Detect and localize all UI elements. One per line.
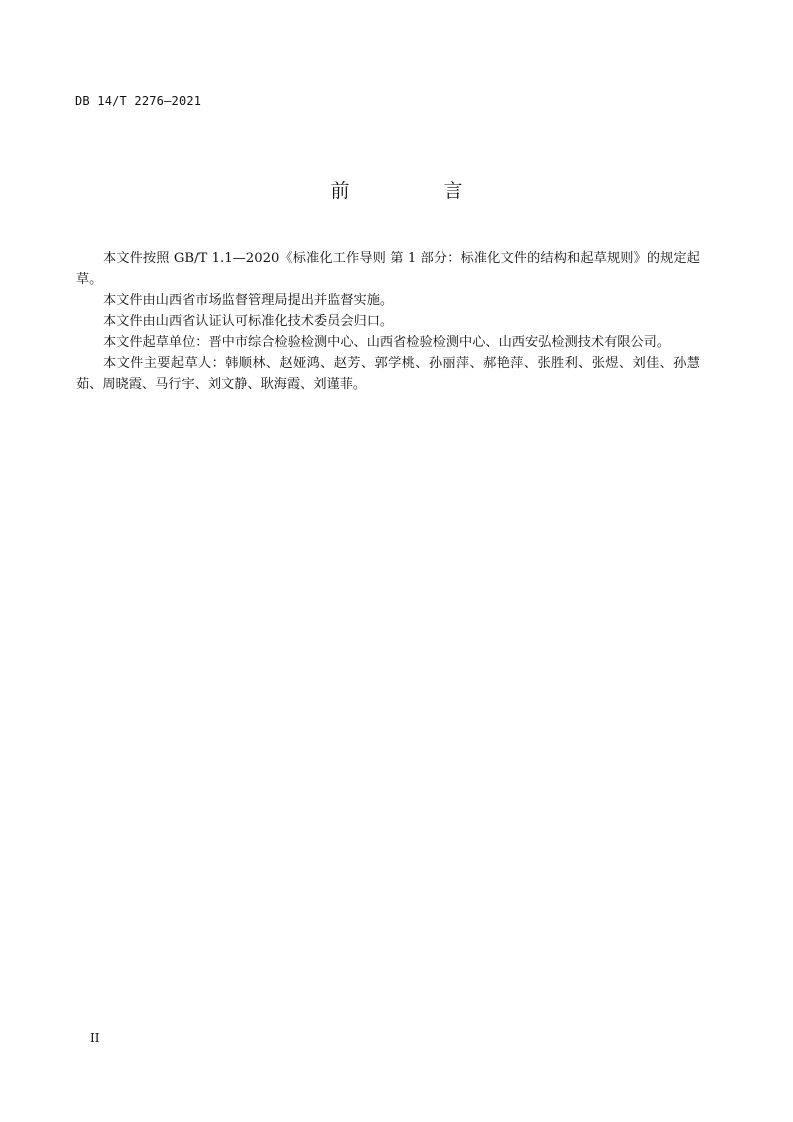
page-title: 前 言 bbox=[330, 180, 507, 202]
paragraph-drafters: 本文件主要起草人：韩顺林、赵娅鸿、赵芳、郭学桃、孙丽萍、郝艳萍、张胜利、张煜、刘佳、孙慧茹、周晓霞、马行宇、刘文静、耿海霞、刘谨菲。 bbox=[76, 356, 700, 392]
foreword-body bbox=[76, 248, 700, 395]
paragraph-committee: 本文件由山西省认证认可标准化技术委员会归口。 bbox=[103, 314, 394, 329]
paragraph-drafting-units: 本文件起草单位：晋中市综合检验检测中心、山西省检验检测中心、山西安弘检测技术有限公司。 bbox=[103, 335, 671, 350]
document-code: DB 14/T 2276—2021 bbox=[75, 94, 202, 108]
paragraph-proposer: 本文件由山西省市场监督管理局提出并监督实施。 bbox=[103, 293, 394, 308]
page-number: II bbox=[90, 1031, 100, 1045]
paragraph-drafting-rules: 本文件按照 GB/T 1.1—2020《标准化工作导则 第 1 部分：标准化文件的结构和起草规则》的规定起草。 bbox=[76, 251, 700, 287]
